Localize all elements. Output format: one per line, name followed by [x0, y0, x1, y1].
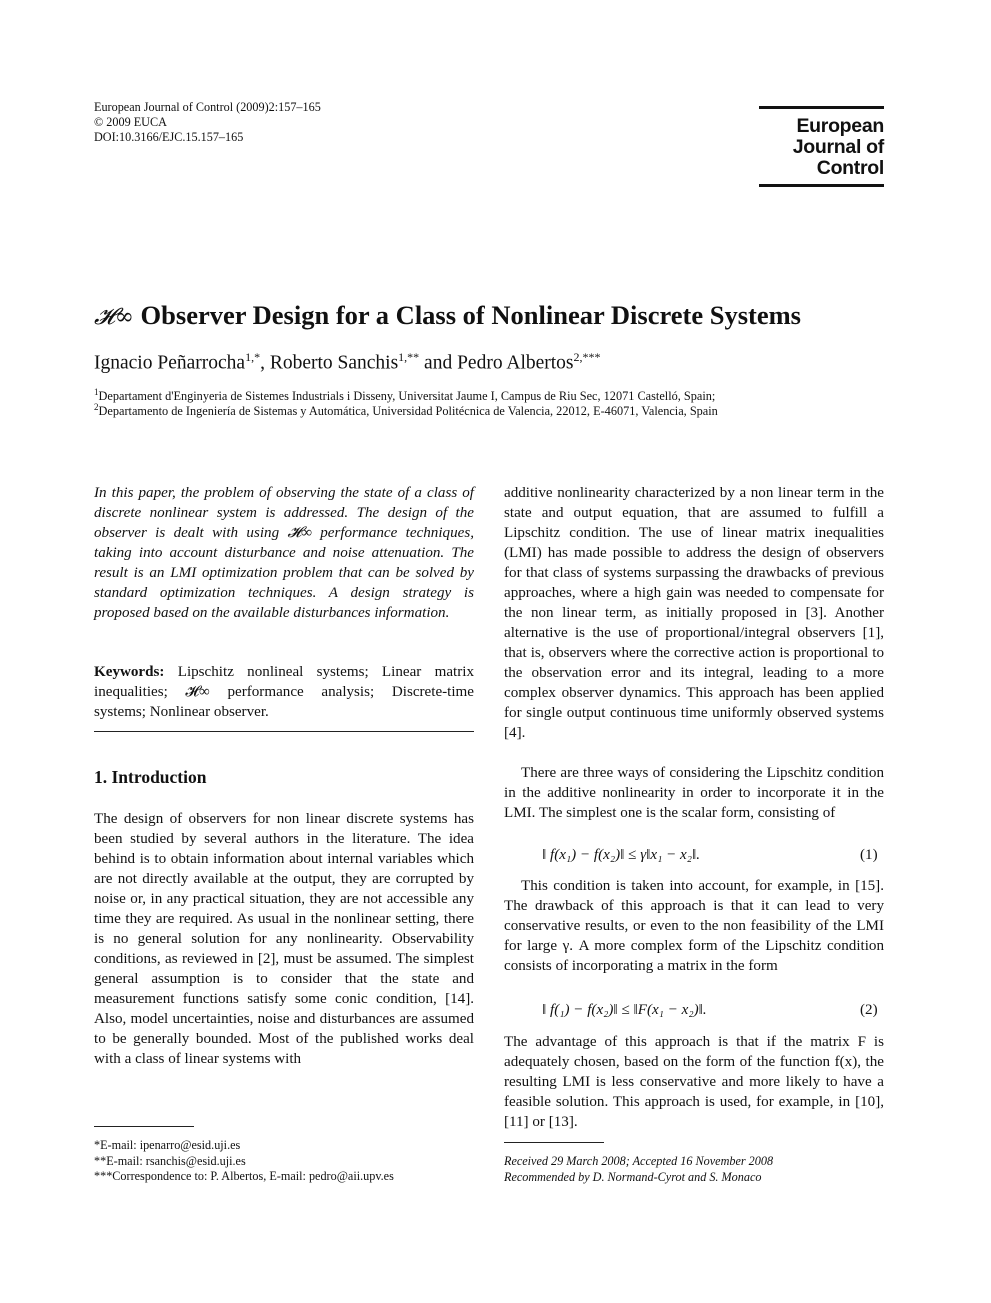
right-paragraph-4 [504, 1032, 884, 1132]
author-separator: , [260, 352, 270, 374]
author-2-affiliation: 1,** [398, 350, 420, 364]
recommended-by: Recommended by D. Normand-Cyrot and S. Monaco [504, 1169, 762, 1184]
paragraph: This condition is taken into account, for example, in [15]. The drawback of this approach is that it can lead to very conservative results, or even to the non feasibility of the LMI for large γ. A more complex form of the Lipschitz condition consists of incorporating a matrix in the form [504, 878, 884, 974]
affiliation-2 [94, 402, 718, 419]
title-text: Observer Design for a Class of Nonlinear Discrete Systems [140, 300, 801, 330]
right-paragraph-2 [504, 763, 884, 823]
title-symbol: 𝓗∞ [94, 304, 134, 330]
affiliation-text: Departament d'Enginyeria de Sistemes Industrials i Disseny, Universitat Jaume I, Campus de Riu Sec, 12071 Castelló, Spain; [98, 389, 716, 404]
paragraph: additive nonlinearity characterized by a non linear term in the state and output equation, that are assumed to fulfill a Lipschitz condition. The use of linear matrix inequalities (LMI) has made possible to address the design of observers for that class of systems surpassing the drawbacks of previous approaches, where a high gain was needed to compensate for the non linear term, as initially proposed in [3]. Another alternative is the use of proportional/integral observers [1], that is, observers where the corrective action is proportional to the observation error and its integral, leading to a more complex observer dynamics. This approach has been applied for single output continuous time uniformly observed systems [4]. [504, 485, 884, 741]
author-3: Pedro Albertos [457, 352, 574, 374]
introduction-left [94, 809, 474, 1069]
footnote-1: *E-mail: ipenarro@esid.uji.es [94, 1138, 241, 1152]
received-dates: Received 29 March 2008; Accepted 16 November 2008 [504, 1154, 774, 1168]
paragraph: The design of observers for non linear discrete systems has been studied by several authors in the literature. The idea behind is to obtain information about internal variables which are not directly available at the output, they are corrupted by noise or, in any practical situation, they are not accessible any time they are required. As usual in the nonlinear setting, there is no general solution for any nonlinearity. Observability conditions, as reviewed in [2], must be assumed. The simplest general assumption is to consider that the state and measurement functions satisfy some conic condition, [14]. Also, model uncertainties, noise and disturbances are assumed to be generally bounded. Most of the published works deal with a class of linear systems with [94, 811, 474, 1067]
paragraph: There are three ways of considering the Lipschitz condition in the additive nonlinearity in order to incorporate it in the LMI. The simplest one is the scalar form, consisting of [504, 765, 884, 821]
equation-2-number: (2) [860, 1002, 878, 1018]
footnote-3: ***Correspondence to: P. Albertos, E-mail: pedro@aii.upv.es [94, 1169, 394, 1183]
abstract-text: In this paper, the problem of observing the state of a class of discrete nonlinear system is addressed. The design of the observer is dealt with using 𝓗∞ performance techniques, taking into account disturbance and noise attenuation. The result is an LMI optimization problem that can be solved by standard optimization techniques. A design strategy is proposed based on the available disturbances information. [94, 485, 474, 621]
equation-2: ‖ f(₁) − f(x₂)‖ ≤ ‖F(x₁ − x₂)‖. [542, 1002, 707, 1018]
abstract-divider [94, 731, 474, 732]
right-paragraph-1 [504, 483, 884, 743]
journal-reference: European Journal of Control (2009)2:157–165 [94, 100, 321, 114]
paper-title [94, 300, 801, 331]
affiliation-number: 2 [94, 402, 99, 412]
keywords-text: Lipschitz nonlineal systems; Linear matrix inequalities; 𝓗∞ performance analysis; Discrete-time systems; Nonlinear observer. [94, 664, 474, 720]
received-info [504, 1154, 773, 1185]
author-separator: and [419, 352, 458, 374]
footnote-2: **E-mail: rsanchis@esid.uji.es [94, 1153, 246, 1168]
author-1-affiliation: 1,* [245, 350, 261, 364]
received-divider [504, 1142, 604, 1143]
copyright: © 2009 EUCA [94, 115, 167, 129]
right-paragraph-3 [504, 876, 884, 976]
author-1: Ignacio Peñarrocha [94, 352, 246, 374]
logo-line-2: Journal of [792, 136, 884, 158]
keywords-label: Keywords: [94, 664, 165, 680]
affiliation-number: 1 [94, 387, 99, 397]
journal-header [94, 100, 321, 145]
affiliation-text: Departamento de Ingeniería de Sistemas y Automática, Universidad Politécnica de Valencia, 22012, E-46071, Valencia, Spain [98, 404, 718, 419]
abstract [94, 483, 474, 623]
logo-line-3: Control [816, 157, 884, 179]
footnotes [94, 1138, 394, 1185]
author-list [94, 350, 601, 375]
paragraph: The advantage of this approach is that if the matrix F is adequately chosen, based on the form of the function f(x), the resulting LMI is less conservative and more likely to have a feasible solution. This approach is used, for example, in [10], [11] or [13]. [504, 1034, 884, 1130]
author-3-affiliation: 2,*** [573, 350, 601, 364]
keywords [94, 662, 474, 722]
author-2: Roberto Sanchis [269, 352, 399, 374]
journal-logo [759, 106, 884, 187]
logo-line-1: European [796, 115, 884, 137]
equation-1: ‖ f(x₁) − f(x₂)‖ ≤ γ‖x₁ − x₂‖. [542, 847, 701, 863]
section-heading-introduction: 1. Introduction [94, 767, 207, 787]
footnote-divider [94, 1126, 194, 1127]
equation-1-number: (1) [860, 847, 878, 863]
doi: DOI:10.3166/EJC.15.157–165 [94, 130, 244, 144]
